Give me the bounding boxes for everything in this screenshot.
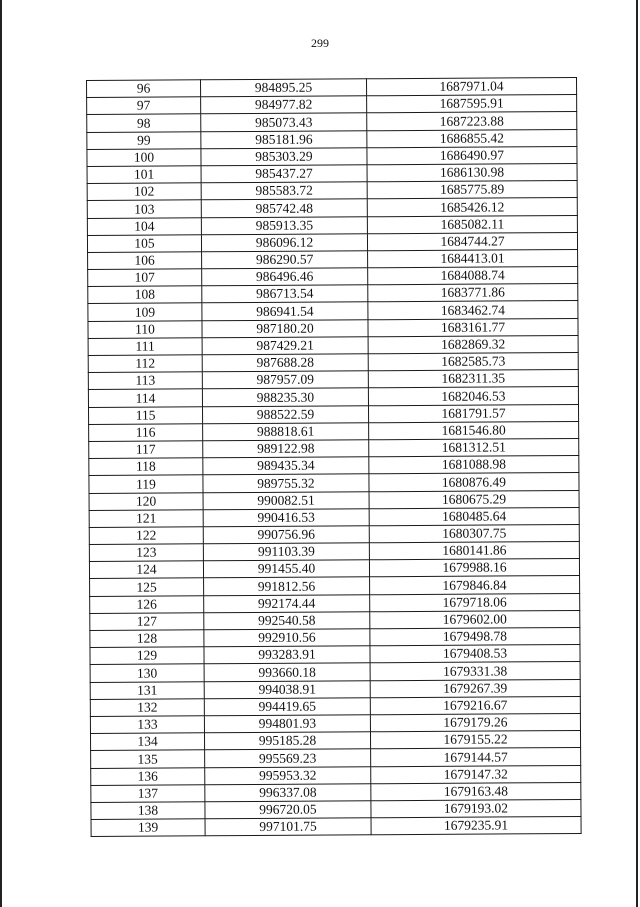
y-coordinate-cell: 1683771.86 <box>368 284 578 302</box>
point-number-cell: 133 <box>90 716 204 734</box>
x-coordinate-cell: 991455.40 <box>203 560 369 578</box>
y-coordinate-cell: 1687223.88 <box>367 112 577 130</box>
point-number-cell: 137 <box>91 784 205 802</box>
y-coordinate-cell: 1686130.98 <box>367 163 577 181</box>
point-number-cell: 121 <box>89 509 203 527</box>
point-number-cell: 122 <box>89 527 203 545</box>
point-number-cell: 131 <box>90 681 204 699</box>
point-number-cell: 108 <box>88 286 202 304</box>
y-coordinate-cell: 1682311.35 <box>368 370 578 388</box>
x-coordinate-cell: 986496.46 <box>202 268 368 286</box>
x-coordinate-cell: 987688.28 <box>202 354 368 372</box>
point-number-cell: 104 <box>87 217 201 235</box>
x-coordinate-cell: 992540.58 <box>204 612 370 630</box>
x-coordinate-cell: 986713.54 <box>202 285 368 303</box>
point-number-cell: 125 <box>90 578 204 596</box>
y-coordinate-cell: 1685426.12 <box>367 198 577 216</box>
y-coordinate-cell: 1679498.78 <box>370 627 580 645</box>
point-number-cell: 124 <box>89 561 203 579</box>
y-coordinate-cell: 1682869.32 <box>368 335 578 353</box>
x-coordinate-cell: 985583.72 <box>201 182 367 200</box>
y-coordinate-cell: 1687595.91 <box>367 95 577 113</box>
point-number-cell: 113 <box>88 372 202 390</box>
y-coordinate-cell: 1681791.57 <box>368 404 578 422</box>
x-coordinate-cell: 984895.25 <box>201 79 367 97</box>
x-coordinate-cell: 987957.09 <box>202 371 368 389</box>
x-coordinate-cell: 995185.28 <box>204 732 370 750</box>
y-coordinate-cell: 1681312.51 <box>369 438 579 456</box>
x-coordinate-cell: 989755.32 <box>203 474 369 492</box>
x-coordinate-cell: 986290.57 <box>202 251 368 269</box>
y-coordinate-cell: 1679235.91 <box>371 817 581 835</box>
x-coordinate-cell: 985303.29 <box>201 148 367 166</box>
point-number-cell: 117 <box>89 441 203 459</box>
x-coordinate-cell: 985181.96 <box>201 130 367 148</box>
x-coordinate-cell: 984977.82 <box>201 96 367 114</box>
point-number-cell: 129 <box>90 647 204 665</box>
point-number-cell: 130 <box>90 664 204 682</box>
y-coordinate-cell: 1681546.80 <box>369 421 579 439</box>
y-coordinate-cell: 1679988.16 <box>369 559 579 577</box>
page-number: 299 <box>311 36 329 50</box>
y-coordinate-cell: 1680675.29 <box>369 490 579 508</box>
y-coordinate-cell: 1683462.74 <box>368 301 578 319</box>
x-coordinate-cell: 987429.21 <box>202 337 368 355</box>
point-number-cell: 135 <box>91 750 205 768</box>
x-coordinate-cell: 986096.12 <box>201 233 367 251</box>
point-number-cell: 99 <box>87 131 201 149</box>
x-coordinate-cell: 992174.44 <box>204 594 370 612</box>
y-coordinate-cell: 1685082.11 <box>367 215 577 233</box>
x-coordinate-cell: 985742.48 <box>201 199 367 217</box>
x-coordinate-cell: 994801.93 <box>204 715 370 733</box>
point-number-cell: 98 <box>87 114 201 132</box>
y-coordinate-cell: 1679331.38 <box>370 662 580 680</box>
point-number-cell: 96 <box>87 80 201 98</box>
y-coordinate-cell: 1684088.74 <box>368 267 578 285</box>
y-coordinate-cell: 1680307.75 <box>369 524 579 542</box>
point-number-cell: 119 <box>89 475 203 493</box>
x-coordinate-cell: 997101.75 <box>205 818 371 836</box>
x-coordinate-cell: 996337.08 <box>205 783 371 801</box>
x-coordinate-cell: 988235.30 <box>202 388 368 406</box>
y-coordinate-cell: 1679267.39 <box>370 679 580 697</box>
y-coordinate-cell: 1681088.98 <box>369 456 579 474</box>
x-coordinate-cell: 994038.91 <box>204 680 370 698</box>
x-coordinate-cell: 985437.27 <box>201 165 367 183</box>
x-coordinate-cell: 994419.65 <box>204 698 370 716</box>
y-coordinate-cell: 1679144.57 <box>371 748 581 766</box>
point-number-cell: 102 <box>87 183 201 201</box>
x-coordinate-cell: 995953.32 <box>205 766 371 784</box>
x-coordinate-cell: 990416.53 <box>203 508 369 526</box>
point-number-cell: 134 <box>90 733 204 751</box>
y-coordinate-cell: 1685775.89 <box>367 181 577 199</box>
y-coordinate-cell: 1687971.04 <box>366 78 576 96</box>
x-coordinate-cell: 992910.56 <box>204 629 370 647</box>
point-number-cell: 106 <box>88 252 202 270</box>
point-number-cell: 118 <box>89 458 203 476</box>
y-coordinate-cell: 1686855.42 <box>367 129 577 147</box>
point-number-cell: 139 <box>91 819 205 837</box>
y-coordinate-cell: 1684744.27 <box>367 232 577 250</box>
y-coordinate-cell: 1679216.67 <box>370 696 580 714</box>
y-coordinate-cell: 1679718.06 <box>370 593 580 611</box>
x-coordinate-cell: 996720.05 <box>205 801 371 819</box>
point-number-cell: 111 <box>88 338 202 356</box>
point-number-cell: 112 <box>88 355 202 373</box>
point-number-cell: 114 <box>88 389 202 407</box>
point-number-cell: 101 <box>87 166 201 184</box>
point-number-cell: 126 <box>90 595 204 613</box>
point-number-cell: 116 <box>89 424 203 442</box>
x-coordinate-cell: 995569.23 <box>205 749 371 767</box>
point-number-cell: 97 <box>87 97 201 115</box>
page-frame-left <box>0 0 2 907</box>
y-coordinate-cell: 1679602.00 <box>370 610 580 628</box>
point-number-cell: 107 <box>88 269 202 287</box>
x-coordinate-cell: 988522.59 <box>202 405 368 423</box>
y-coordinate-cell: 1679179.26 <box>370 713 580 731</box>
x-coordinate-cell: 987180.20 <box>202 319 368 337</box>
y-coordinate-cell: 1679155.22 <box>370 731 580 749</box>
x-coordinate-cell: 986941.54 <box>202 302 368 320</box>
y-coordinate-cell: 1679163.48 <box>371 782 581 800</box>
x-coordinate-cell: 985913.35 <box>201 216 367 234</box>
table-row <box>91 817 581 837</box>
y-coordinate-cell: 1680876.49 <box>369 473 579 491</box>
x-coordinate-cell: 993283.91 <box>204 646 370 664</box>
x-coordinate-cell: 993660.18 <box>204 663 370 681</box>
point-number-cell: 109 <box>88 303 202 321</box>
x-coordinate-cell: 990082.51 <box>203 491 369 509</box>
point-number-cell: 100 <box>87 149 201 167</box>
y-coordinate-cell: 1686490.97 <box>367 146 577 164</box>
point-number-cell: 105 <box>87 234 201 252</box>
point-number-cell: 115 <box>88 406 202 424</box>
point-number-cell: 120 <box>89 492 203 510</box>
x-coordinate-cell: 990756.96 <box>203 526 369 544</box>
y-coordinate-cell: 1680141.86 <box>369 542 579 560</box>
point-number-cell: 127 <box>90 613 204 631</box>
coordinate-table-body <box>87 78 582 837</box>
y-coordinate-cell: 1679408.53 <box>370 645 580 663</box>
y-coordinate-cell: 1682585.73 <box>368 352 578 370</box>
point-number-cell: 110 <box>88 320 202 338</box>
y-coordinate-cell: 1679846.84 <box>370 576 580 594</box>
point-number-cell: 138 <box>91 802 205 820</box>
point-number-cell: 123 <box>89 544 203 562</box>
point-number-cell: 132 <box>90 699 204 717</box>
y-coordinate-cell: 1680485.64 <box>369 507 579 525</box>
y-coordinate-cell: 1684413.01 <box>368 249 578 267</box>
point-number-cell: 103 <box>87 200 201 218</box>
point-number-cell: 128 <box>90 630 204 648</box>
x-coordinate-cell: 989122.98 <box>203 440 369 458</box>
x-coordinate-cell: 991812.56 <box>204 577 370 595</box>
point-number-cell: 136 <box>91 767 205 785</box>
y-coordinate-cell: 1682046.53 <box>368 387 578 405</box>
page-frame-right <box>636 0 638 907</box>
y-coordinate-cell: 1683161.77 <box>368 318 578 336</box>
x-coordinate-cell: 988818.61 <box>203 423 369 441</box>
y-coordinate-cell: 1679193.02 <box>371 799 581 817</box>
x-coordinate-cell: 985073.43 <box>201 113 367 131</box>
x-coordinate-cell: 991103.39 <box>203 543 369 561</box>
y-coordinate-cell: 1679147.32 <box>371 765 581 783</box>
x-coordinate-cell: 989435.34 <box>203 457 369 475</box>
coordinate-table <box>86 77 582 837</box>
